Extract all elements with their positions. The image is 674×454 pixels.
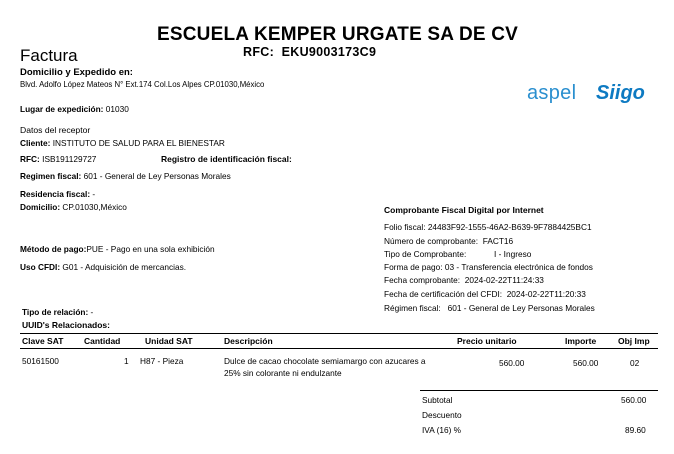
forma-label: Forma de pago: bbox=[384, 262, 443, 272]
metodo-label: Método de pago: bbox=[20, 244, 87, 254]
metodo-value: PUE - Pago en una sola exhibición bbox=[86, 244, 215, 254]
receptor-title: Datos del receptor bbox=[20, 125, 91, 135]
registro-fiscal-label: Registro de identificación fiscal: bbox=[161, 154, 292, 164]
numero-label: Número de comprobante: bbox=[384, 236, 479, 246]
cliente-label: Cliente: bbox=[20, 138, 51, 148]
forma-value: 03 - Transferencia electrónica de fondos bbox=[444, 262, 593, 272]
uso-value: G01 - Adquisición de mercancias. bbox=[62, 262, 187, 272]
cfdi-numero bbox=[384, 236, 513, 246]
col-unidad-sat: Unidad SAT bbox=[145, 336, 193, 346]
domicilio-value: CP.01030,México bbox=[62, 202, 127, 212]
regimen-value: 601 - General de Ley Personas Morales bbox=[83, 171, 231, 181]
siigo-logo-text: Siigo bbox=[596, 82, 645, 104]
cert-label: Fecha de certificación del CFDI: bbox=[384, 289, 503, 299]
regimen-label: Regimen fiscal: bbox=[20, 171, 82, 181]
lugar-expedicion bbox=[20, 104, 129, 114]
row-descripcion-line1: Dulce de cacao chocolate semiamargo con azucares a bbox=[224, 356, 426, 366]
tipo-relacion-value: - bbox=[90, 307, 94, 317]
receptor-domicilio bbox=[20, 202, 127, 212]
issuer-rfc-value: EKU9003173C9 bbox=[281, 45, 377, 59]
fecha-label: Fecha comprobante: bbox=[384, 275, 461, 285]
cfdi-folio bbox=[384, 222, 592, 232]
cliente-value: INSTITUTO DE SALUD PARA EL BIENESTAR bbox=[52, 138, 225, 148]
domicilio-title: Domicilio y Expedido en: bbox=[20, 67, 133, 78]
residencia-label: Residencia fiscal: bbox=[20, 189, 91, 199]
receptor-residencia bbox=[20, 189, 95, 199]
folio-label: Folio fiscal: bbox=[384, 222, 426, 232]
cert-value: 2024-02-22T11:20:33 bbox=[506, 289, 586, 299]
col-clave-sat: Clave SAT bbox=[22, 336, 64, 346]
cfdi-regimen bbox=[384, 303, 595, 313]
row-clave: 50161500 bbox=[22, 356, 59, 366]
row-descripcion-line2: 25% sin colorante ni endulzante bbox=[224, 368, 342, 378]
cfdi-fecha bbox=[384, 275, 544, 285]
col-obj-imp: Obj Imp bbox=[618, 336, 650, 346]
col-cantidad: Cantidad bbox=[84, 336, 121, 346]
cfdi-tipo bbox=[384, 249, 466, 259]
table-header-rule bbox=[20, 348, 658, 349]
receptor-rfc-value: ISB191129727 bbox=[42, 154, 97, 164]
descuento-label: Descuento bbox=[422, 410, 462, 420]
tipo-relacion bbox=[22, 307, 93, 317]
lugar-label: Lugar de expedición: bbox=[20, 104, 104, 114]
issuer-address: Blvd. Adolfo López Mateos N° Ext.174 Col.Los Alpes CP.01030,México bbox=[20, 80, 265, 89]
aspel-logo bbox=[527, 82, 576, 105]
receptor-rfc bbox=[20, 154, 96, 164]
lugar-value: 01030 bbox=[105, 104, 129, 114]
siigo-logo bbox=[596, 82, 645, 105]
subtotal-label: Subtotal bbox=[422, 395, 453, 405]
receptor-rfc-label: RFC: bbox=[20, 154, 40, 164]
subtotal-value: 560.00 bbox=[621, 395, 647, 405]
residencia-value: - bbox=[92, 189, 96, 199]
totals-rule bbox=[420, 390, 658, 391]
metodo-pago bbox=[20, 244, 215, 254]
uso-label: Uso CFDI: bbox=[20, 262, 61, 272]
cfdi-regimen-label: Régimen fiscal: bbox=[384, 303, 441, 313]
tipo-value: I - Ingreso bbox=[494, 249, 532, 259]
cfdi-certificacion bbox=[384, 289, 586, 299]
row-unidad: H87 - Pieza bbox=[140, 356, 184, 366]
iva-label: IVA (16) % bbox=[422, 425, 462, 435]
cfdi-regimen-value: 601 - General de Ley Personas Morales bbox=[447, 303, 595, 313]
col-importe: Importe bbox=[565, 336, 597, 346]
iva-value: 89.60 bbox=[625, 425, 646, 435]
aspel-logo-text: aspel bbox=[527, 82, 577, 104]
document-type: Factura bbox=[20, 46, 78, 65]
table-top-rule bbox=[20, 333, 658, 334]
col-descripcion: Descripción bbox=[224, 336, 273, 346]
row-cantidad: 1 bbox=[124, 356, 129, 366]
receptor-regimen bbox=[20, 171, 231, 181]
company-name: ESCUELA KEMPER URGATE SA DE CV bbox=[157, 24, 519, 45]
cfdi-title: Comprobante Fiscal Digital por Internet bbox=[384, 205, 544, 215]
receptor-cliente bbox=[20, 138, 225, 148]
issuer-rfc bbox=[243, 45, 376, 59]
domicilio-label: Domicilio: bbox=[20, 202, 61, 212]
cfdi-forma bbox=[384, 262, 593, 272]
folio-value: 24483F92-1555-46A2-B639-9F7884425BC1 bbox=[427, 222, 592, 232]
tipo-label: Tipo de Comprobante: bbox=[384, 249, 467, 259]
numero-value: FACT16 bbox=[482, 236, 514, 246]
uso-cfdi bbox=[20, 262, 186, 272]
fecha-value: 2024-02-22T11:24:33 bbox=[464, 275, 544, 285]
tipo-relacion-label: Tipo de relación: bbox=[22, 307, 89, 317]
col-precio-unitario: Precio unitario bbox=[457, 336, 517, 346]
row-precio: 560.00 bbox=[499, 358, 525, 368]
row-importe: 560.00 bbox=[573, 358, 599, 368]
uuids-label: UUID's Relacionados: bbox=[22, 320, 110, 330]
row-obj: 02 bbox=[630, 358, 640, 368]
issuer-rfc-label: RFC: bbox=[243, 45, 275, 59]
